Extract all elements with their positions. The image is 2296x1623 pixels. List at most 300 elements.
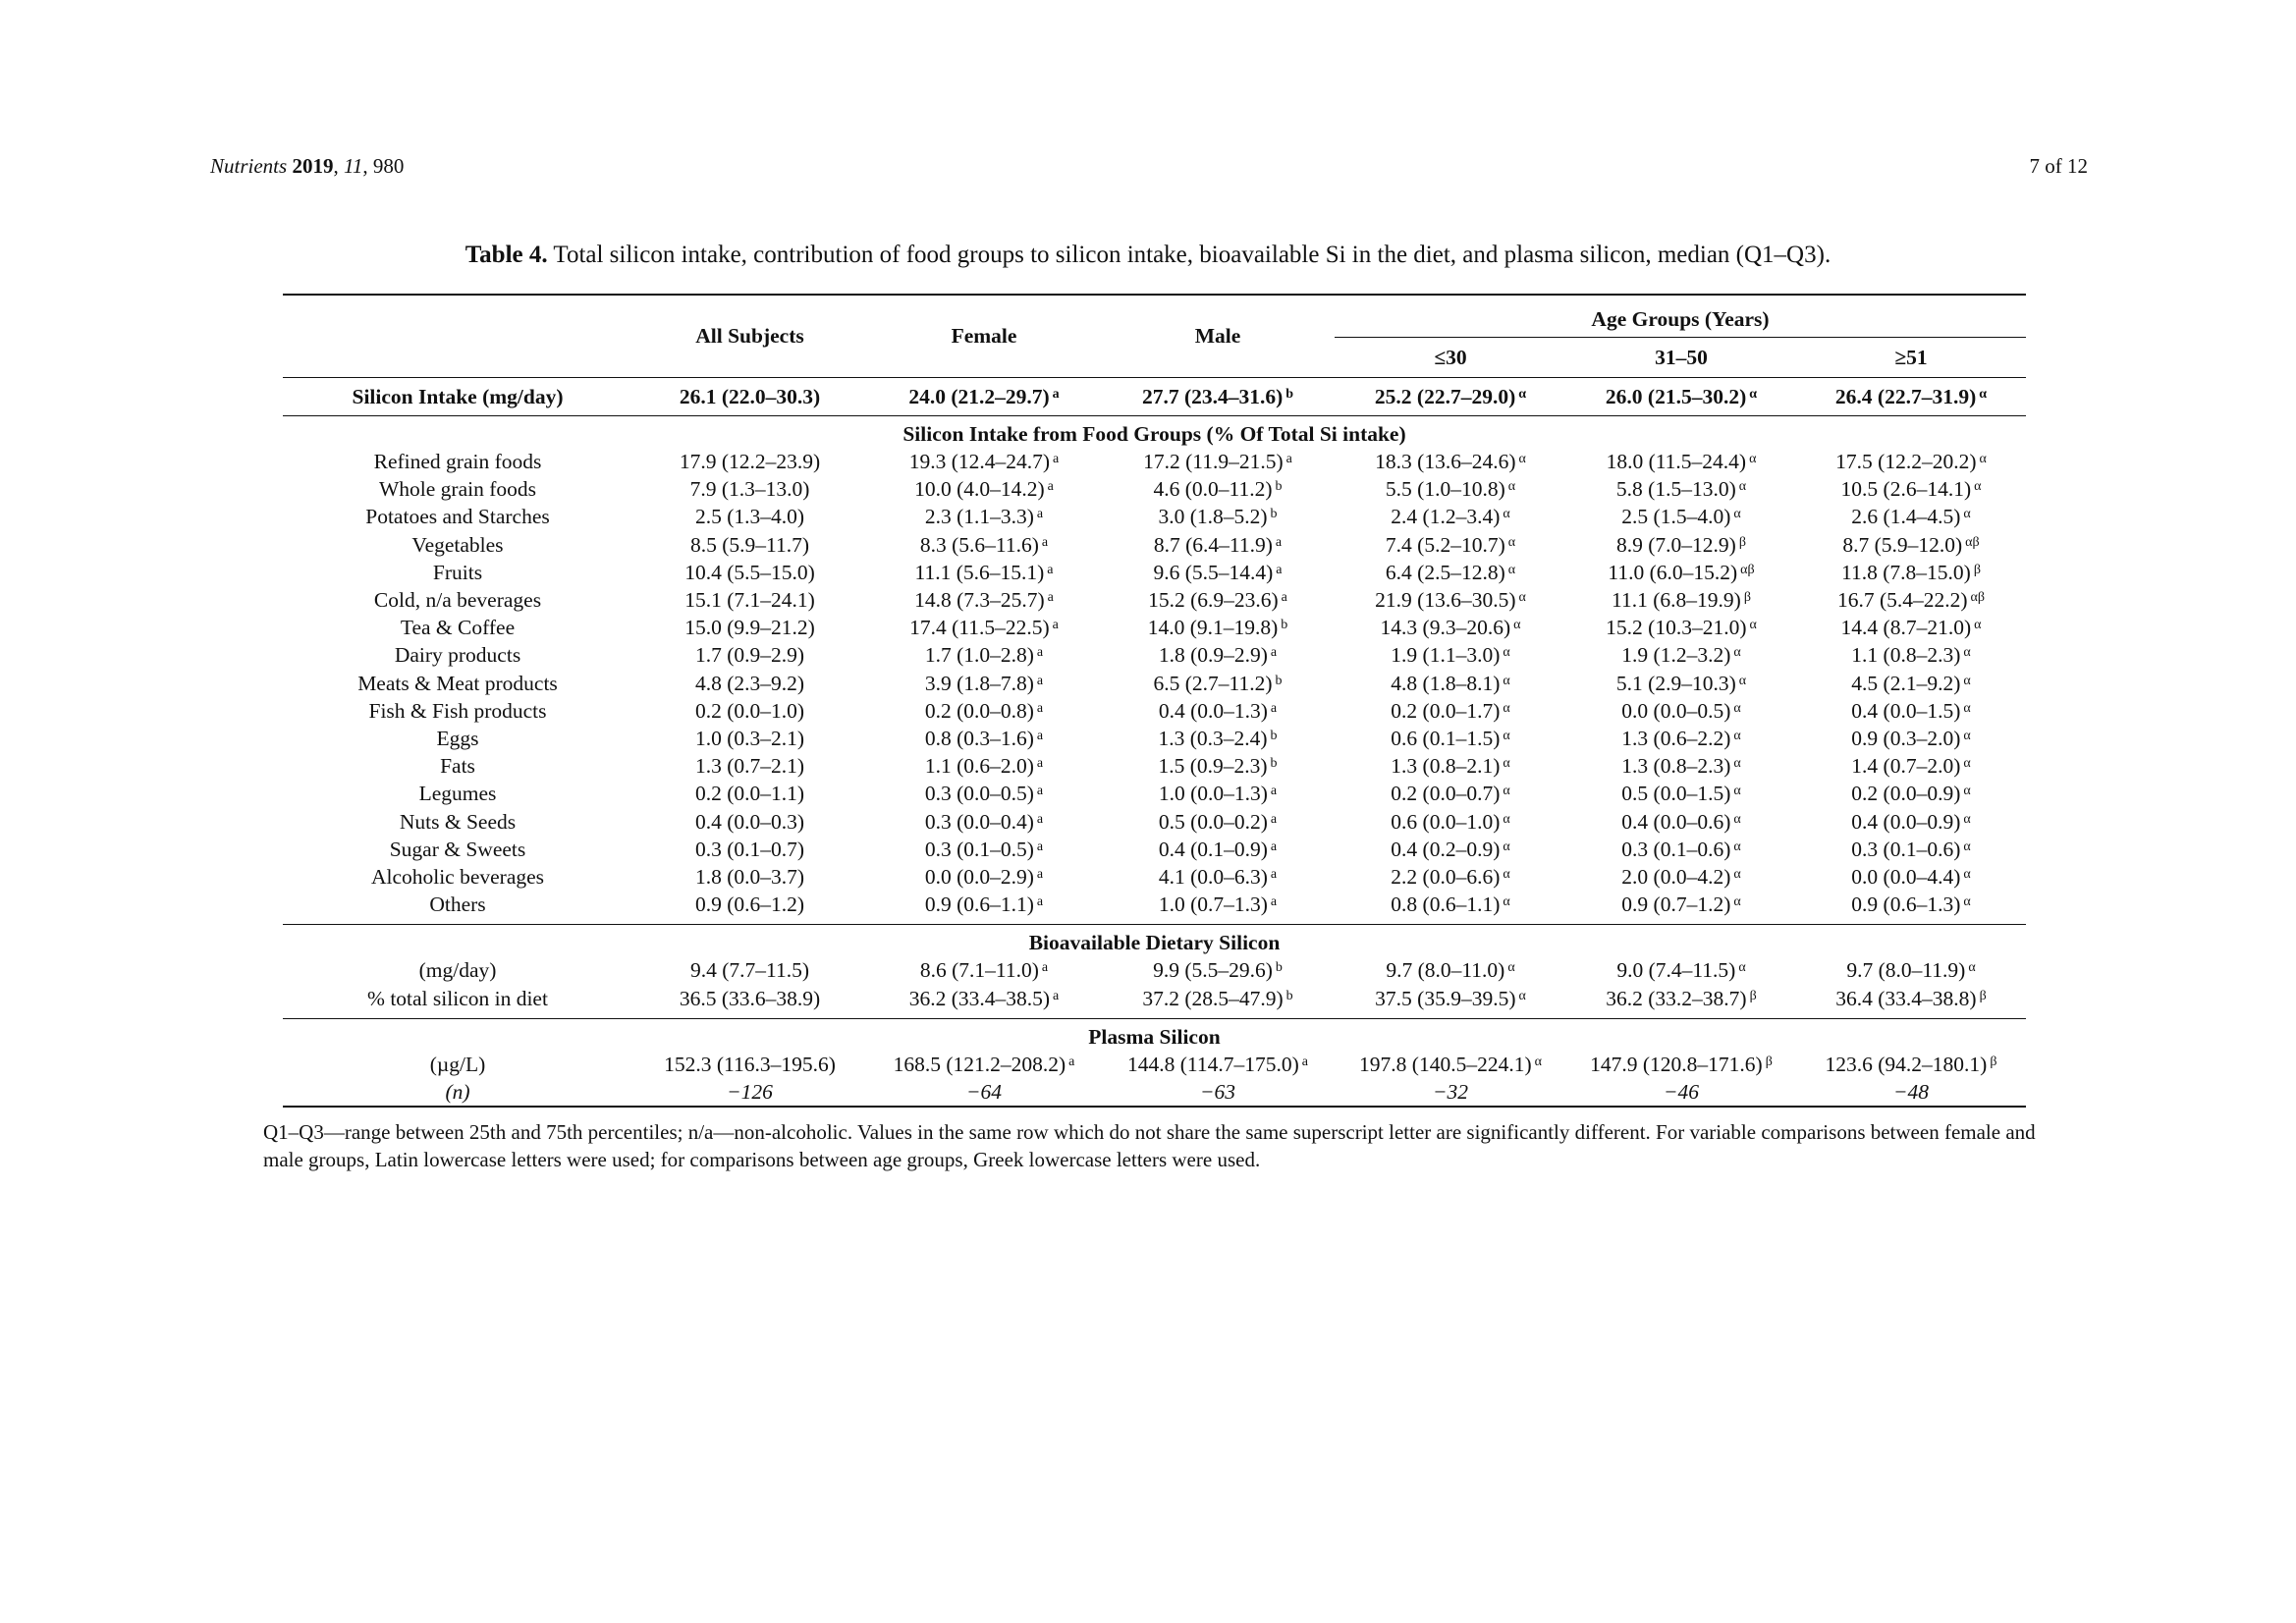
cell-value: 14.4 (8.7–21.0): [1840, 616, 1972, 640]
table-row: [283, 891, 2026, 918]
row-label: Cold, n/a beverages: [373, 588, 542, 613]
section-header-row: [283, 416, 2026, 449]
cell-value: 17.4 (11.5–22.5): [909, 616, 1050, 640]
cell-value: 0.2 (0.0–1.0): [694, 698, 805, 723]
table-cell: [1796, 586, 2026, 614]
cell-value: 4.5 (2.1–9.2): [1851, 671, 1961, 695]
row-label: Fruits: [432, 560, 483, 584]
table-cell: [1335, 614, 1566, 641]
table-cell: [1566, 503, 1796, 530]
significance-superscript: a: [1068, 1054, 1075, 1069]
row-label: Refined grain foods: [373, 450, 542, 473]
cell-value: 1.8 (0.0–3.7): [694, 865, 805, 890]
table-cell: [1796, 614, 2026, 641]
significance-superscript: α: [1507, 562, 1516, 577]
cell-value: 6.5 (2.7–11.2): [1153, 671, 1273, 695]
cell-value: 8.7 (6.4–11.9): [1153, 532, 1273, 557]
table-cell: [1796, 780, 2026, 807]
table-row: [283, 1078, 2026, 1107]
cell-value: 3.9 (1.8–7.8): [924, 671, 1034, 695]
cell-value: 0.9 (0.7–1.2): [1621, 893, 1731, 917]
cell-value: 0.9 (0.3–2.0): [1851, 727, 1961, 751]
table-cell: [632, 531, 867, 559]
significance-superscript: a: [1270, 867, 1278, 883]
significance-superscript: a: [1047, 562, 1054, 577]
table-cell: [1335, 448, 1566, 475]
cell-value: 0.2 (0.0–1.7): [1391, 698, 1501, 723]
table-cell: [1796, 956, 2026, 984]
table-cell: [1566, 641, 1796, 669]
significance-superscript: α: [1749, 618, 1757, 633]
significance-superscript: α: [1963, 507, 1971, 522]
cell-value: 4.8 (2.3–9.2): [694, 671, 805, 695]
silicon-intake-row: [283, 378, 2026, 416]
significance-superscript: α: [1733, 756, 1741, 772]
table-cell: [1335, 808, 1566, 836]
table-row: [283, 503, 2026, 530]
row-label: Others: [429, 893, 486, 917]
table-cell: [1566, 863, 1796, 891]
significance-superscript: αβ: [1740, 562, 1755, 577]
cell-value: 1.1 (0.6–2.0): [924, 754, 1034, 779]
cell-value: 0.4 (0.0–0.6): [1621, 809, 1731, 834]
table-cell: [632, 670, 867, 697]
table-cell: [1335, 697, 1566, 725]
row-label: Alcoholic beverages: [370, 865, 545, 890]
table-cell: [867, 531, 1101, 559]
cell-value: 4.1 (0.0–6.3): [1158, 865, 1268, 890]
table-cell: [1101, 1051, 1335, 1078]
cell-value: 37.5 (35.9–39.5): [1375, 986, 1516, 1010]
cell-value: 18.0 (11.5–24.4): [1606, 450, 1747, 473]
row-label: Vegetables: [411, 532, 504, 557]
significance-superscript: a: [1036, 756, 1044, 772]
intake-value: 26.4 (22.7–31.9): [1834, 384, 1977, 408]
cell-value: 0.3 (0.0–0.5): [924, 782, 1034, 806]
table-cell: [1566, 1078, 1796, 1107]
table-row: [283, 725, 2026, 752]
table-cell: [1101, 808, 1335, 836]
row-label: Potatoes and Starches: [365, 505, 550, 529]
significance-superscript: a: [1285, 452, 1292, 466]
table-cell: [867, 956, 1101, 984]
cell-value: 144.8 (114.7–175.0): [1127, 1052, 1299, 1076]
significance-superscript: a: [1270, 839, 1278, 854]
cell-value: −48: [1892, 1080, 1929, 1105]
col-header-all: All Subjects: [695, 324, 804, 349]
cell-value: 1.0 (0.3–2.1): [694, 727, 805, 751]
table-cell: [1796, 697, 2026, 725]
table-cell: [632, 1051, 867, 1078]
cell-value: 11.1 (6.8–19.9): [1612, 588, 1741, 613]
cell-value: 168.5 (121.2–208.2): [893, 1052, 1066, 1076]
row-label: Whole grain foods: [378, 477, 536, 502]
cell-value: 0.5 (0.0–0.2): [1158, 809, 1268, 834]
significance-superscript: a: [1270, 645, 1278, 661]
significance-superscript: α: [1733, 645, 1741, 661]
intake-cell: [1796, 378, 2026, 416]
table-row: [283, 475, 2026, 503]
table-cell: [632, 985, 867, 1012]
table-cell: [867, 697, 1101, 725]
cell-value: 9.9 (5.5–29.6): [1153, 958, 1273, 983]
cell-value: 6.4 (2.5–12.8): [1385, 560, 1505, 584]
table-cell: [867, 586, 1101, 614]
table-cell: [632, 697, 867, 725]
cell-value: 11.0 (6.0–15.2): [1608, 560, 1738, 584]
section-header-row: [283, 925, 2026, 957]
table-cell: [1101, 836, 1335, 863]
table-cell: [1566, 475, 1796, 503]
significance-superscript: β: [1979, 988, 1987, 1003]
cell-value: 18.3 (13.6–24.6): [1375, 450, 1516, 473]
significance-superscript: α: [1979, 452, 1987, 466]
significance-superscript: α: [1963, 867, 1971, 883]
significance-superscript: a: [1036, 507, 1044, 522]
table-cell: [1566, 752, 1796, 780]
significance-superscript: b: [1270, 507, 1278, 522]
significance-superscript: α: [1749, 452, 1757, 466]
significance-superscript: α: [1738, 479, 1747, 495]
col-header-age1: ≤30: [1434, 345, 1467, 369]
significance-superscript: α: [1979, 386, 1988, 402]
table-cell: [1335, 641, 1566, 669]
significance-superscript: a: [1052, 386, 1060, 402]
col-header-age-groups: Age Groups (Years): [1335, 295, 2026, 338]
significance-superscript: a: [1036, 784, 1044, 799]
table-cell: [1335, 863, 1566, 891]
significance-superscript: α: [1963, 673, 1971, 688]
table-cell: [632, 559, 867, 586]
cell-value: −63: [1199, 1080, 1235, 1105]
table-cell: [1566, 559, 1796, 586]
significance-superscript: α: [1503, 811, 1510, 827]
table-cell: [1335, 725, 1566, 752]
significance-superscript: β: [1749, 988, 1757, 1003]
significance-superscript: a: [1270, 784, 1278, 799]
table-cell: [1101, 752, 1335, 780]
significance-superscript: a: [1036, 645, 1044, 661]
table-cell: [632, 808, 867, 836]
significance-superscript: a: [1036, 673, 1044, 688]
cell-value: 36.2 (33.4–38.5): [908, 986, 1051, 1010]
cell-value: 0.4 (0.0–1.5): [1851, 698, 1961, 723]
page-number: 7 of 12: [2029, 154, 2088, 178]
significance-superscript: a: [1036, 867, 1044, 883]
table-cell: [867, 985, 1101, 1012]
table-cell: [1566, 891, 1796, 918]
table-cell: [867, 780, 1101, 807]
table-row: [283, 641, 2026, 669]
row-label: Fish & Fish products: [368, 698, 547, 723]
table-cell: [1335, 891, 1566, 918]
significance-superscript: α: [1507, 960, 1515, 976]
intake-value: 27.7 (23.4–31.6): [1141, 384, 1284, 408]
cell-value: 7.4 (5.2–10.7): [1385, 532, 1505, 557]
significance-superscript: a: [1036, 811, 1044, 827]
cell-value: 1.7 (0.9–2.9): [694, 643, 805, 668]
row-label: Sugar & Sweets: [389, 837, 526, 861]
cell-value: 10.5 (2.6–14.1): [1840, 477, 1972, 502]
cell-value: 16.7 (5.4–22.2): [1836, 588, 1968, 613]
cell-value: 0.6 (0.0–1.0): [1391, 809, 1501, 834]
cell-value: 0.4 (0.2–0.9): [1391, 837, 1501, 861]
cell-value: 1.5 (0.9–2.3): [1158, 754, 1268, 779]
table-cell: [1101, 614, 1335, 641]
significance-superscript: β: [1738, 534, 1746, 550]
row-label: Tea & Coffee: [400, 616, 516, 640]
article-number: 980: [372, 154, 405, 178]
journal-volume: 11: [343, 154, 363, 178]
cell-value: 9.7 (8.0–11.0): [1386, 958, 1505, 983]
row-label: Eggs: [436, 727, 479, 751]
table-cell: [1101, 503, 1335, 530]
table-cell: [867, 836, 1101, 863]
cell-value: 152.3 (116.3–195.6): [664, 1052, 836, 1076]
table-cell: [867, 1051, 1101, 1078]
cell-value: 2.0 (0.0–4.2): [1621, 865, 1731, 890]
cell-value: 0.3 (0.1–0.6): [1621, 837, 1731, 861]
table-cell: [632, 448, 867, 475]
significance-superscript: a: [1270, 700, 1278, 716]
table-cell: [1566, 1051, 1796, 1078]
cell-value: 0.8 (0.3–1.6): [924, 727, 1034, 751]
cell-value: 11.8 (7.8–15.0): [1841, 560, 1971, 584]
cell-value: 9.4 (7.7–11.5): [689, 958, 810, 983]
significance-superscript: a: [1036, 700, 1044, 716]
table-cell: [867, 863, 1101, 891]
table-cell: [1796, 1051, 2026, 1078]
col-header-male: Male: [1194, 324, 1241, 349]
significance-superscript: b: [1275, 479, 1283, 495]
intake-value: 25.2 (22.7–29.0): [1374, 384, 1516, 408]
significance-superscript: α: [1518, 590, 1526, 606]
table-cell: [632, 725, 867, 752]
table-row: [283, 586, 2026, 614]
table-cell: [1335, 1051, 1566, 1078]
significance-superscript: β: [1765, 1054, 1773, 1069]
cell-value: 1.3 (0.3–2.4): [1158, 727, 1268, 751]
cell-value: 0.3 (0.0–0.4): [924, 809, 1034, 834]
table-cell: [1796, 863, 2026, 891]
cell-value: 0.4 (0.1–0.9): [1158, 837, 1268, 861]
cell-value: 0.9 (0.6–1.1): [924, 893, 1034, 917]
significance-superscript: α: [1507, 534, 1516, 550]
row-label: Dairy products: [394, 643, 521, 668]
significance-superscript: b: [1270, 756, 1278, 772]
table-row: [283, 985, 2026, 1012]
table-row: [283, 448, 2026, 475]
significance-superscript: α: [1733, 839, 1741, 854]
cell-value: 1.3 (0.7–2.1): [694, 754, 805, 779]
significance-superscript: α: [1963, 784, 1971, 799]
table-cell: [1796, 725, 2026, 752]
col-header-female: Female: [951, 324, 1017, 349]
table-cell: [632, 836, 867, 863]
intake-cell: [867, 378, 1101, 416]
significance-superscript: α: [1518, 452, 1526, 466]
table-row: [283, 1051, 2026, 1078]
row-label: Fats: [440, 754, 475, 779]
row-label: (mg/day): [418, 958, 497, 983]
significance-superscript: α: [1738, 673, 1747, 688]
cell-value: 123.6 (94.2–180.1): [1825, 1052, 1988, 1076]
table-cell: [1101, 725, 1335, 752]
significance-superscript: a: [1036, 729, 1044, 744]
table-cell: [1101, 448, 1335, 475]
table-cell: [1101, 697, 1335, 725]
row-label: Meats & Meat products: [357, 671, 558, 695]
significance-superscript: a: [1041, 534, 1049, 550]
significance-superscript: α: [1503, 729, 1510, 744]
significance-superscript: α: [1503, 894, 1510, 910]
table-cell: [1335, 836, 1566, 863]
cell-value: 15.1 (7.1–24.1): [684, 588, 815, 613]
cell-value: 36.2 (33.2–38.7): [1606, 986, 1747, 1010]
cell-value: 11.1 (5.6–15.1): [914, 560, 1045, 584]
cell-value: 3.0 (1.8–5.2): [1158, 505, 1268, 529]
cell-value: 1.7 (1.0–2.8): [924, 643, 1034, 668]
intake-cell: [1101, 378, 1335, 416]
cell-value: −64: [965, 1080, 1002, 1105]
cell-value: 0.0 (0.0–0.5): [1621, 698, 1731, 723]
table-row: [283, 863, 2026, 891]
row-label: (n): [445, 1080, 470, 1105]
table-cell: [1101, 1078, 1335, 1107]
table-label: Table 4.: [465, 242, 548, 268]
significance-superscript: a: [1052, 618, 1059, 633]
table-cell: [1796, 836, 2026, 863]
significance-superscript: a: [1275, 534, 1283, 550]
table-cell: [1566, 670, 1796, 697]
table-cell: [632, 586, 867, 614]
table-cell: [632, 614, 867, 641]
significance-superscript: α: [1513, 618, 1521, 633]
intake-cell: [1566, 378, 1796, 416]
table-body: [283, 295, 2026, 1107]
table-cell: [1101, 531, 1335, 559]
table-cell: [867, 475, 1101, 503]
significance-superscript: α: [1503, 756, 1510, 772]
table-cell: [1566, 956, 1796, 984]
cell-value: 9.0 (7.4–11.5): [1616, 958, 1736, 983]
significance-superscript: β: [1973, 562, 1981, 577]
significance-superscript: αβ: [1970, 590, 1986, 606]
table-cell: [1796, 891, 2026, 918]
intake-value: 26.1 (22.0–30.3): [679, 384, 821, 408]
significance-superscript: a: [1281, 590, 1287, 606]
journal-year: 2019: [292, 154, 334, 178]
table-cell: [1101, 475, 1335, 503]
table-cell: [867, 448, 1101, 475]
significance-superscript: b: [1275, 960, 1283, 976]
table-row: [283, 808, 2026, 836]
cell-value: 9.6 (5.5–14.4): [1153, 560, 1274, 584]
running-header: Nutrients 2019, 11, 980: [210, 154, 405, 178]
table-cell: [867, 808, 1101, 836]
cell-value: 1.1 (0.8–2.3): [1851, 643, 1961, 668]
table-cell: [867, 614, 1101, 641]
significance-superscript: a: [1041, 960, 1049, 976]
significance-superscript: α: [1963, 700, 1971, 716]
table-cell: [1335, 670, 1566, 697]
cell-value: 8.9 (7.0–12.9): [1616, 532, 1736, 557]
table-cell: [867, 1078, 1101, 1107]
cell-value: 1.9 (1.1–3.0): [1391, 643, 1501, 668]
intake-value: 24.0 (21.2–29.7): [908, 384, 1050, 408]
table-cell: [632, 475, 867, 503]
significance-superscript: α: [1733, 811, 1741, 827]
significance-superscript: a: [1053, 452, 1060, 466]
cell-value: 2.5 (1.3–4.0): [694, 505, 805, 529]
cell-value: 0.2 (0.0–0.7): [1391, 782, 1501, 806]
intake-cell: [1335, 378, 1566, 416]
significance-superscript: α: [1503, 867, 1510, 883]
table-row: [283, 614, 2026, 641]
table-cell: [867, 641, 1101, 669]
table-cell: [1796, 475, 2026, 503]
significance-superscript: b: [1281, 618, 1288, 633]
cell-value: 2.6 (1.4–4.5): [1851, 505, 1961, 529]
significance-superscript: a: [1036, 839, 1044, 854]
cell-value: 15.2 (10.3–21.0): [1606, 616, 1747, 640]
cell-value: 37.2 (28.5–47.9): [1142, 986, 1284, 1010]
cell-value: 147.9 (120.8–171.6): [1590, 1052, 1763, 1076]
cell-value: −126: [727, 1080, 773, 1105]
table-cell: [1796, 985, 2026, 1012]
cell-value: 2.2 (0.0–6.6): [1391, 865, 1501, 890]
table-cell: [1796, 752, 2026, 780]
cell-value: 1.9 (1.2–3.2): [1621, 643, 1731, 668]
cell-value: 17.2 (11.9–21.5): [1143, 450, 1284, 473]
table-cell: [1101, 891, 1335, 918]
significance-superscript: α: [1503, 673, 1510, 688]
significance-superscript: α: [1503, 784, 1510, 799]
significance-superscript: a: [1047, 590, 1054, 606]
table-cell: [632, 863, 867, 891]
table-cell: [1335, 586, 1566, 614]
cell-value: 0.4 (0.0–0.9): [1851, 809, 1961, 834]
significance-superscript: α: [1733, 867, 1741, 883]
table-row: [283, 956, 2026, 984]
table-cell: [867, 503, 1101, 530]
cell-value: 0.2 (0.0–0.9): [1851, 782, 1961, 806]
significance-superscript: α: [1518, 988, 1526, 1003]
table-cell: [1796, 670, 2026, 697]
table-row: [283, 697, 2026, 725]
section-title: Bioavailable Dietary Silicon: [1028, 931, 1281, 955]
table-cell: [1101, 670, 1335, 697]
cell-value: 14.0 (9.1–19.8): [1147, 616, 1279, 640]
significance-superscript: α: [1503, 645, 1510, 661]
cell-value: 5.8 (1.5–13.0): [1615, 477, 1736, 502]
cell-value: 1.8 (0.9–2.9): [1158, 643, 1268, 668]
table-cell: [867, 670, 1101, 697]
cell-value: 17.9 (12.2–23.9): [679, 450, 821, 473]
table-row: [283, 752, 2026, 780]
table-caption: [0, 242, 2296, 269]
cell-value: 0.3 (0.1–0.6): [1851, 837, 1961, 861]
significance-superscript: a: [1053, 988, 1060, 1003]
significance-superscript: α: [1534, 1054, 1542, 1069]
table-cell: [1796, 531, 2026, 559]
cell-value: 8.5 (5.9–11.7): [689, 532, 810, 557]
cell-value: 17.5 (12.2–20.2): [1835, 450, 1977, 473]
cell-value: 4.8 (1.8–8.1): [1391, 671, 1501, 695]
table-cell: [1335, 475, 1566, 503]
cell-value: 0.4 (0.0–1.3): [1158, 698, 1268, 723]
cell-value: 8.6 (7.1–11.0): [919, 958, 1039, 983]
